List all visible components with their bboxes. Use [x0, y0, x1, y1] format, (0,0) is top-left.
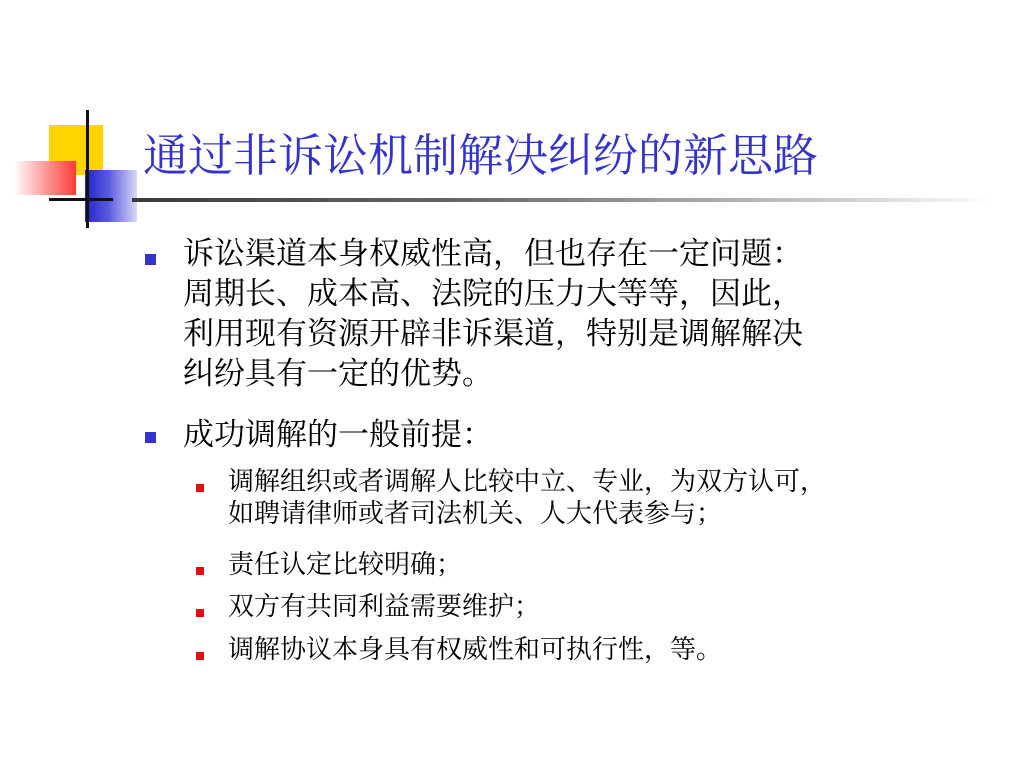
sub-bullet-item — [228, 549, 1014, 581]
sub-bullet-item — [228, 591, 1014, 623]
sub-bullet-marker — [196, 609, 204, 617]
sub-bullet-line: 调解组织或者调解人比较中立、专业，为双方认可， — [228, 467, 827, 497]
logo-vertical-line — [86, 110, 89, 228]
sub-bullet-line: 双方有共同利益需要维护； — [228, 592, 541, 622]
logo-red-square — [14, 161, 76, 195]
logo-horizontal-line — [49, 198, 113, 201]
slide-logo — [0, 0, 200, 240]
bullet-line: 纠纷具有一定的优势。 — [183, 356, 493, 392]
sub-bullet-line: 如聘请律师或者司法机关、人大代表参与； — [228, 499, 723, 529]
bullet-line: 成功调解的一般前提： — [183, 417, 493, 453]
sub-bullet-item — [228, 634, 1014, 666]
sub-bullet-marker — [196, 567, 204, 575]
logo-blue-square — [85, 170, 137, 222]
bullet-line: 周期长、成本高、法院的压力大等等，因此， — [183, 276, 803, 312]
bullet-marker — [145, 432, 156, 443]
title-underline — [132, 198, 992, 202]
sub-bullet-line: 调解协议本身具有权威性和可执行性，等。 — [228, 635, 723, 665]
sub-bullet-marker — [196, 484, 204, 492]
sub-bullet-item — [228, 466, 1014, 530]
bullet-line: 诉讼渠道本身权威性高，但也存在一定问题： — [183, 236, 803, 272]
bullet-item — [183, 415, 983, 455]
sub-bullet-line: 责任认定比较明确； — [228, 550, 463, 580]
bullet-line: 利用现有资源开辟非诉渠道，特别是调解解决 — [183, 316, 803, 352]
bullet-item — [183, 234, 983, 394]
slide-title: 通过非诉讼机制解决纠纷的新思路 — [143, 129, 819, 182]
sub-bullet-marker — [196, 652, 204, 660]
bullet-marker — [145, 254, 156, 265]
